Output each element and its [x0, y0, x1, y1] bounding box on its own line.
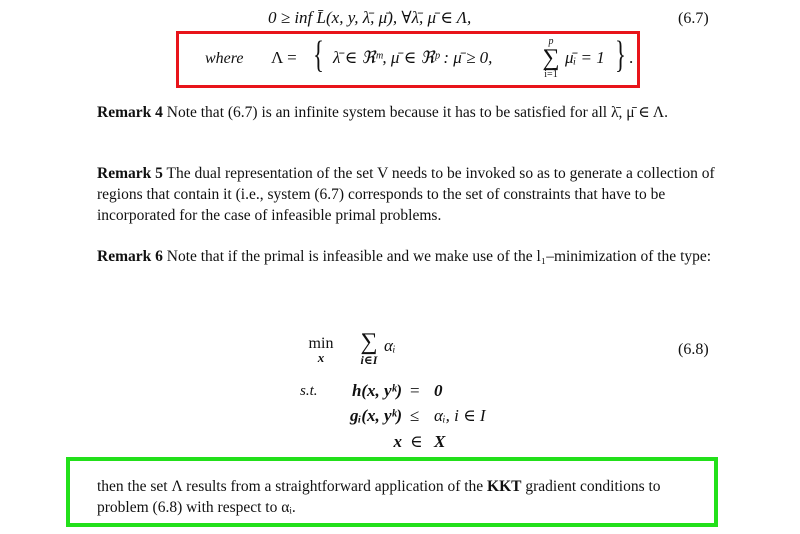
- eq68-c1-rel: =: [410, 381, 420, 400]
- remark-6-text: Note that if the primal is infeasible and we make use of the l₁–minimization of the type:: [162, 248, 712, 265]
- eq67-period: .: [629, 48, 634, 67]
- eq68-c1-rhs: 0: [434, 381, 443, 400]
- remark-6: [97, 246, 717, 267]
- eq67-set: λ̄ ∈ ℜᵐ, μ̄ ∈ ℜᵖ : μ̄ ≥ 0,: [333, 48, 493, 67]
- eq68-min-block: [306, 336, 336, 364]
- red-highlight-box: [176, 31, 640, 88]
- sigma-symbol: ∑: [542, 45, 560, 71]
- eq68-c2-rel: ≤: [410, 406, 420, 425]
- eq67-line1: 0 ≥ inf L̄(x, y, λ̄, μ̄), ∀λ̄, μ̄ ∈ Λ,: [268, 8, 472, 27]
- eq67-number: (6.7): [678, 10, 709, 27]
- conclusion-post: gradient conditions to problem (6.8) with respect to αᵢ.: [97, 478, 661, 516]
- eq68-objective: αᵢ: [384, 336, 396, 355]
- eq68-c3-lhs: x: [393, 432, 402, 451]
- eq67-where: where: [205, 50, 244, 67]
- eq68-number: (6.8): [678, 341, 709, 358]
- eq68-c2-rhs: αᵢ, i ∈ I: [434, 406, 486, 425]
- conclusion-pre: then the set Λ results from a straightforward application of the: [97, 478, 488, 495]
- eq67-sum-term: μ̄ᵢ = 1: [565, 48, 605, 67]
- eq67-summation: [539, 38, 563, 79]
- remark-4-text: Note that (6.7) is an infinite system because it has to be satisfied for all λ̄, μ̄ ∈ Λ.: [162, 104, 669, 121]
- remark-6-label: Remark 6: [97, 248, 163, 265]
- eq68-min: min: [308, 335, 334, 352]
- remark-5-label: Remark 5: [97, 165, 163, 182]
- eq68-c2-lhs: gᵢ(x, yᵏ): [350, 406, 402, 425]
- left-brace: {: [313, 34, 324, 76]
- remark-4-label: Remark 4: [97, 104, 163, 121]
- remark-5-text: The dual representation of the set V needs to be invoked so as to generate a collection of regions that contain it (i.e., system (6.7) corresponds to the set of constraints that have to be incorporated for the case of infeasible primal problems.: [97, 165, 715, 224]
- eq68-c3-rel: ∈: [410, 432, 423, 451]
- eq68-min-sub: x: [317, 350, 325, 365]
- eq68-c1-lhs: h(x, yᵏ): [351, 381, 402, 400]
- eq67-sum-lower: i=1: [544, 69, 558, 80]
- right-brace: }: [615, 34, 626, 76]
- eq68-sigma-symbol: ∑: [360, 329, 378, 355]
- eq68-sum-sub: i∈I: [360, 353, 378, 367]
- green-highlight-box: [66, 457, 718, 527]
- eq67-lhs: Λ =: [271, 48, 297, 67]
- remark-4: [97, 102, 717, 123]
- conclusion-text: [97, 476, 709, 518]
- eq68-c3-rhs: X: [434, 432, 446, 451]
- eq68-st: s.t.: [300, 383, 318, 399]
- conclusion-kkt: KKT: [487, 478, 522, 495]
- remark-5: [97, 163, 717, 226]
- eq68-sum-block: [354, 330, 384, 366]
- eq67-sum-upper: p: [548, 36, 554, 47]
